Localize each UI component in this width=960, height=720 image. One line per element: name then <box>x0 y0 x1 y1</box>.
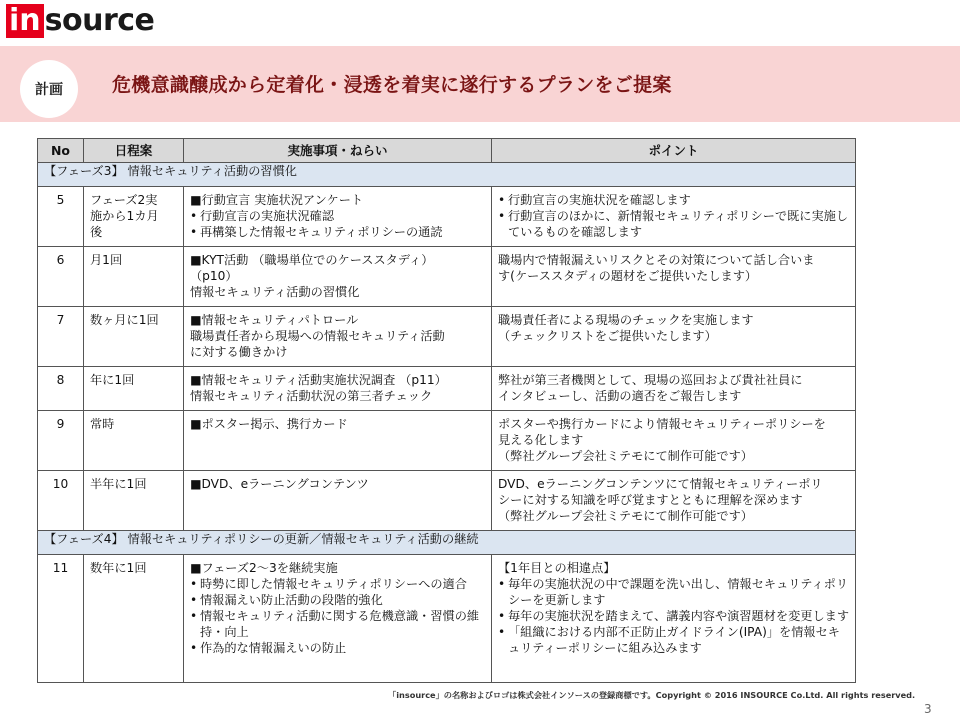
schedule-line: 数年に1回 <box>90 561 147 575</box>
row-points <box>492 471 856 531</box>
page-title: 危機意識醸成から定着化・浸透を着実に遂行するプランをご提案 <box>112 74 672 96</box>
point-bullet: • 毎年の実施状況を踏まえて、講義内容や演習題材を変更します <box>498 608 851 624</box>
table-row <box>38 247 856 307</box>
row-actions <box>184 307 492 367</box>
action-line: ■情報セキュリティ活動実施状況調査 （p11） <box>190 373 447 387</box>
table-row <box>38 411 856 471</box>
row-no: 11 <box>38 555 84 683</box>
table-row <box>38 471 856 531</box>
action-bullet: • 作為的な情報漏えいの防止 <box>190 640 487 656</box>
logo-source: source <box>44 3 155 38</box>
point-line: （弊社グループ会社ミテモにて制作可能です） <box>498 509 753 523</box>
row-no: 6 <box>38 247 84 307</box>
col-header-actions: 実施事項・ねらい <box>184 139 492 163</box>
action-bullet: • 時勢に即した情報セキュリティポリシーへの適合 <box>190 576 487 592</box>
col-header-schedule: 日程案 <box>84 139 184 163</box>
point-bullet: • 行動宣言のほかに、新情報セキュリティポリシーで既に実施しているものを確認します <box>498 208 851 240</box>
schedule-line: 後 <box>90 225 103 239</box>
point-line: ポスターや携行カードにより情報セキュリティーポリシーを <box>498 417 826 431</box>
plan-badge: 計画 <box>20 60 78 118</box>
schedule-line: 年に1回 <box>90 373 135 387</box>
phase4-label: 【フェーズ4】 情報セキュリティポリシーの更新／情報セキュリティ活動の継続 <box>38 531 856 555</box>
point-line: 弊社が第三者機関として、現場の巡回および貴社社員に <box>498 373 803 387</box>
row-actions <box>184 247 492 307</box>
row-points <box>492 367 856 411</box>
row-actions <box>184 411 492 471</box>
table-row <box>38 307 856 367</box>
row-no: 10 <box>38 471 84 531</box>
point-line: シーに対する知識を呼び覚ますとともに理解を深めます <box>498 493 803 507</box>
point-line: （弊社グループ会社ミテモにて制作可能です） <box>498 449 753 463</box>
logo-in: in <box>6 4 44 38</box>
point-line: す(ケーススタディの題材をご提供いたします） <box>498 269 758 283</box>
table-row <box>38 367 856 411</box>
point-bullet: • 行動宣言の実施状況を確認します <box>498 192 851 208</box>
action-line: ■DVD、eラーニングコンテンツ <box>190 477 369 491</box>
point-line: （チェックリストをご提供いたします） <box>498 329 717 343</box>
schedule-line: フェーズ2実 <box>90 193 158 207</box>
row-points <box>492 411 856 471</box>
action-line: 情報セキュリティ活動の習慣化 <box>190 285 360 299</box>
row-schedule <box>84 307 184 367</box>
page-number: 3 <box>924 702 932 716</box>
action-bullet: • 情報漏えい防止活動の段階的強化 <box>190 592 487 608</box>
action-line: ■行動宣言 実施状況アンケート <box>190 193 364 207</box>
action-line: ■情報セキュリティパトロール <box>190 313 359 327</box>
table-row <box>38 555 856 683</box>
action-line: ■フェーズ2～3を継続実施 <box>190 561 338 575</box>
point-line: 見える化します <box>498 433 584 447</box>
point-line: インタビューし、活動の適否をご報告します <box>498 389 742 403</box>
row-no: 9 <box>38 411 84 471</box>
row-points <box>492 307 856 367</box>
col-header-points: ポイント <box>492 139 856 163</box>
phase3-label: 【フェーズ3】 情報セキュリティ活動の習慣化 <box>38 163 856 187</box>
action-line: に対する働きかけ <box>190 345 288 359</box>
row-schedule <box>84 247 184 307</box>
row-points <box>492 247 856 307</box>
schedule-line: 半年に1回 <box>90 477 147 491</box>
col-header-no: No <box>38 139 84 163</box>
phase-row <box>38 163 856 187</box>
row-schedule <box>84 555 184 683</box>
action-line: 情報セキュリティ活動状況の第三者チェック <box>190 389 433 403</box>
row-no: 8 <box>38 367 84 411</box>
plan-table <box>37 138 856 683</box>
row-points <box>492 187 856 247</box>
row-points <box>492 555 856 683</box>
table-header-row <box>38 139 856 163</box>
table-row <box>38 187 856 247</box>
point-bullet: • 毎年の実施状況の中で課題を洗い出し、情報セキュリティポリシーを更新します <box>498 576 851 608</box>
point-line: 職場内で情報漏えいリスクとその対策について話し合いま <box>498 253 815 267</box>
point-line: 職場責任者による現場のチェックを実施します <box>498 313 754 327</box>
row-schedule <box>84 411 184 471</box>
point-bullet: • 「組織における内部不正防止ガイドライン(IPA)」を情報セキュリティーポリシーに組み込みます <box>498 624 851 656</box>
row-actions <box>184 471 492 531</box>
schedule-line: 月1回 <box>90 253 123 267</box>
schedule-line: 数ヶ月に1回 <box>90 313 159 327</box>
row-actions <box>184 187 492 247</box>
action-line: 職場責任者から現場への情報セキュリティ活動 <box>190 329 445 343</box>
trademark-footer: 「insource」の名称およびロゴは株式会社インソースの登録商標です。Copyright © 2016 INSOURCE Co.Ltd. All rights reserved. <box>388 690 916 700</box>
row-schedule <box>84 187 184 247</box>
row-actions <box>184 555 492 683</box>
point-line: 【1年目との相違点】 <box>498 561 616 575</box>
phase-row <box>38 531 856 555</box>
action-bullet: • 情報セキュリティ活動に関する危機意識・習慣の維持・向上 <box>190 608 487 640</box>
action-bullet: • 再構築した情報セキュリティポリシーの通読 <box>190 224 487 240</box>
action-line: （p10） <box>190 269 238 283</box>
row-no: 7 <box>38 307 84 367</box>
row-actions <box>184 367 492 411</box>
action-line: ■ポスター掲示、携行カード <box>190 417 348 431</box>
action-bullet: • 行動宣言の実施状況確認 <box>190 208 487 224</box>
schedule-line: 常時 <box>90 417 115 431</box>
schedule-line: 施から1カ月 <box>90 209 159 223</box>
point-line: DVD、eラーニングコンテンツにて情報セキュリティーポリ <box>498 477 823 491</box>
row-schedule <box>84 471 184 531</box>
insource-logo <box>6 4 154 38</box>
row-no: 5 <box>38 187 84 247</box>
action-line: ■KYT活動 （職場単位でのケーススタディ） <box>190 253 434 267</box>
row-schedule <box>84 367 184 411</box>
